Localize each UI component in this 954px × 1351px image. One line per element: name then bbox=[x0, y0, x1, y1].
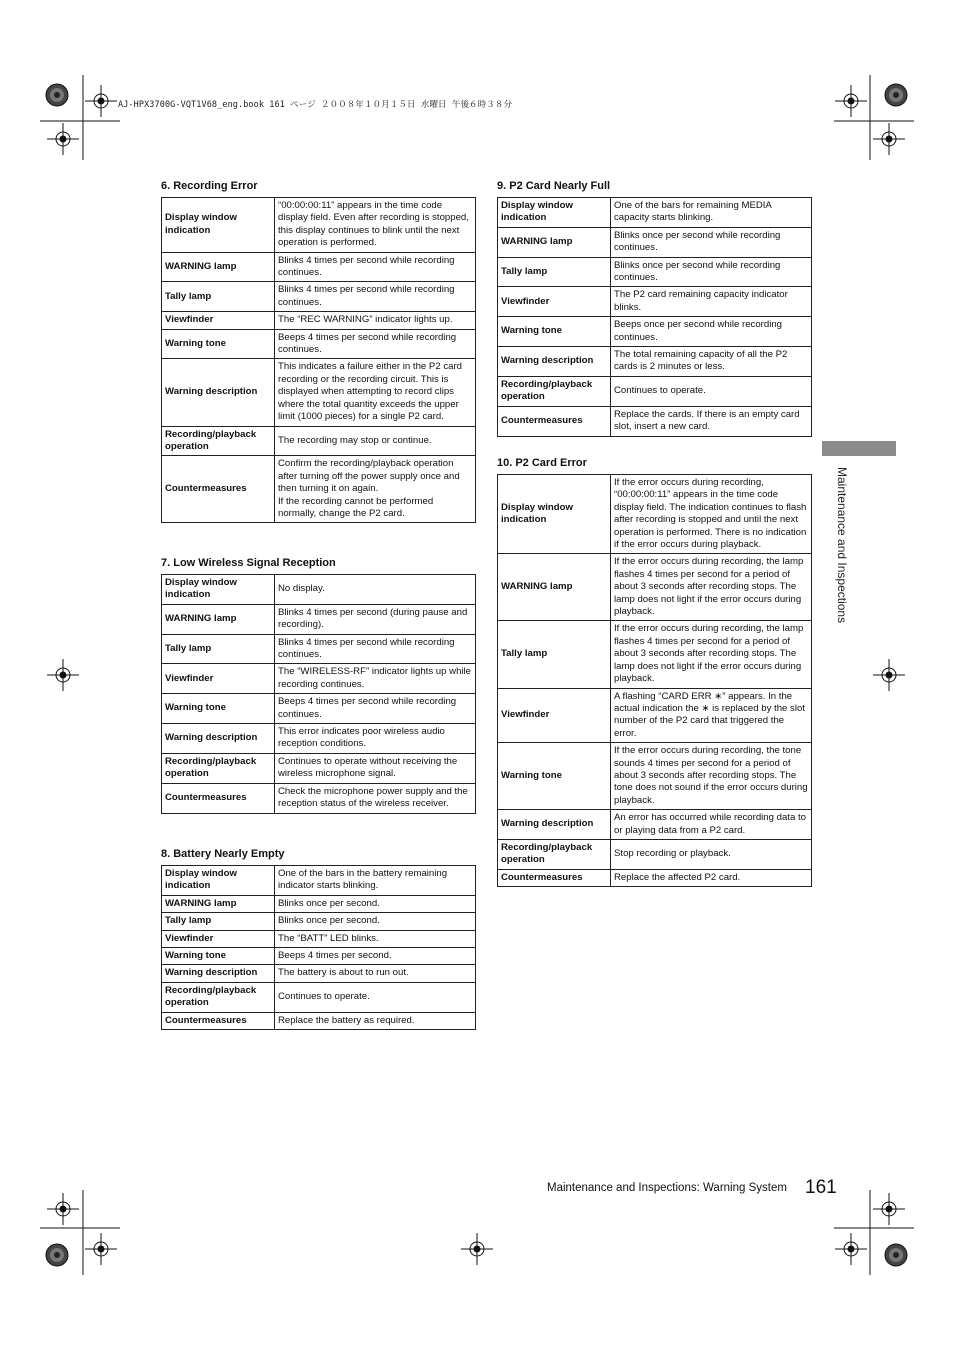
row-value: An error has occurred while recording data to or playing data from a P2 card. bbox=[611, 810, 812, 840]
row-value: Replace the battery as required. bbox=[275, 1012, 476, 1029]
warning-table bbox=[497, 197, 812, 437]
row-label: Warning description bbox=[498, 810, 611, 840]
table-row bbox=[498, 376, 812, 406]
table-row bbox=[498, 554, 812, 621]
row-label: Warning tone bbox=[498, 317, 611, 347]
row-label: Display window indication bbox=[162, 866, 275, 896]
row-value: Beeps once per second while recording continues. bbox=[611, 317, 812, 347]
row-label: Viewfinder bbox=[498, 688, 611, 743]
row-value: This error indicates poor wireless audio reception conditions. bbox=[275, 724, 476, 754]
table-row bbox=[162, 426, 476, 456]
table-row bbox=[498, 347, 812, 377]
row-value: If the error occurs during recording, “00:00:00:11” appears in the time code display field. The indication continues to flash after recording is stopped and until the next operation is performed. There is no indication if the error occurs during playback. bbox=[611, 475, 812, 554]
table-row bbox=[498, 688, 812, 743]
row-value: Blinks once per second. bbox=[275, 913, 476, 930]
row-value: The total remaining capacity of all the P2 cards is 2 minutes or less. bbox=[611, 347, 812, 377]
row-value: Beeps 4 times per second. bbox=[275, 948, 476, 965]
section-title: 8. Battery Nearly Empty bbox=[161, 848, 285, 860]
table-row bbox=[498, 406, 812, 436]
row-label: WARNING lamp bbox=[162, 252, 275, 282]
row-value: Blinks 4 times per second (during pause and recording). bbox=[275, 604, 476, 634]
footer-title: Maintenance and Inspections: Warning System bbox=[547, 1182, 787, 1194]
row-label: Warning tone bbox=[162, 694, 275, 724]
row-value: Blinks once per second. bbox=[275, 895, 476, 912]
table-row bbox=[498, 839, 812, 869]
row-value: Check the microphone power supply and the reception status of the wireless receiver. bbox=[275, 783, 476, 813]
row-label: Countermeasures bbox=[162, 456, 275, 523]
row-label: Display window indication bbox=[498, 475, 611, 554]
table-row bbox=[162, 664, 476, 694]
row-label: Recording/playback operation bbox=[162, 982, 275, 1012]
row-label: Recording/playback operation bbox=[162, 426, 275, 456]
row-value: Continues to operate. bbox=[611, 376, 812, 406]
section-low-wireless bbox=[161, 556, 476, 814]
warning-table bbox=[161, 865, 476, 1030]
table-row bbox=[162, 694, 476, 724]
row-label: Warning description bbox=[162, 965, 275, 982]
row-value: This indicates a failure either in the P2 card recording or the recording circuit. This is displayed when attempting to record clips where the total quantity exceeds the upper limit (1000 pieces) for a single P2 card. bbox=[275, 359, 476, 426]
row-value: If the error occurs during recording, the tone sounds 4 times per second for a period of about 3 seconds after recording stops. The tone does not sound if the error occurs during playback. bbox=[611, 743, 812, 810]
chapter-tab bbox=[822, 441, 896, 456]
table-row bbox=[498, 257, 812, 287]
row-value: Blinks once per second while recording continues. bbox=[611, 227, 812, 257]
row-label: Countermeasures bbox=[498, 406, 611, 436]
row-label: Tally lamp bbox=[162, 634, 275, 664]
chapter-label: Maintenance and Inspections bbox=[835, 467, 849, 624]
row-label: Recording/playback operation bbox=[498, 839, 611, 869]
file-info-header: AJ-HPX3700G-VQT1V68_eng.book 161 ページ ２００８年１０月１５日 水曜日 午後６時３８分 bbox=[118, 100, 513, 110]
section-title: 10. P2 Card Error bbox=[497, 457, 587, 469]
row-label: Viewfinder bbox=[162, 664, 275, 694]
table-row bbox=[162, 982, 476, 1012]
row-value: One of the bars for remaining MEDIA capacity starts blinking. bbox=[611, 198, 812, 228]
warning-table bbox=[161, 197, 476, 523]
table-row bbox=[162, 329, 476, 359]
row-label: WARNING lamp bbox=[498, 227, 611, 257]
row-value: Blinks 4 times per second while recording continues. bbox=[275, 282, 476, 312]
table-row bbox=[498, 810, 812, 840]
table-row bbox=[162, 913, 476, 930]
section-p2-card-error bbox=[497, 456, 812, 887]
row-value: Replace the cards. If there is an empty card slot, insert a new card. bbox=[611, 406, 812, 436]
section-p2-nearly-full bbox=[497, 179, 812, 437]
row-label: Warning description bbox=[162, 724, 275, 754]
row-label: Warning description bbox=[162, 359, 275, 426]
row-value: The recording may stop or continue. bbox=[275, 426, 476, 456]
row-label: Recording/playback operation bbox=[498, 376, 611, 406]
section-title: 6. Recording Error bbox=[161, 180, 258, 192]
row-label: Warning description bbox=[498, 347, 611, 377]
section-title: 9. P2 Card Nearly Full bbox=[497, 180, 611, 192]
row-value: If the error occurs during recording, the lamp flashes 4 times per second for a period of about 3 seconds after recording stops. The lamp does not light if the error occurs during playback. bbox=[611, 621, 812, 688]
section-title: 7. Low Wireless Signal Reception bbox=[161, 557, 336, 569]
row-label: WARNING lamp bbox=[162, 895, 275, 912]
row-value: The P2 card remaining capacity indicator blinks. bbox=[611, 287, 812, 317]
warning-table bbox=[497, 474, 812, 887]
table-row bbox=[162, 198, 476, 253]
row-label: Display window indication bbox=[498, 198, 611, 228]
page-number: 161 bbox=[805, 1177, 837, 1198]
row-label: Display window indication bbox=[162, 575, 275, 605]
row-value: A flashing “CARD ERR ∗” appears. In the actual indication the ∗ is replaced by the slot number of the P2 card that triggered the error. bbox=[611, 688, 812, 743]
row-label: Countermeasures bbox=[162, 783, 275, 813]
row-value: If the error occurs during recording, the lamp flashes 4 times per second for a period of about 3 seconds after recording stops. The lamp does not light if the error occurs during playback. bbox=[611, 554, 812, 621]
row-label: Viewfinder bbox=[498, 287, 611, 317]
table-row bbox=[162, 634, 476, 664]
section-battery-empty bbox=[161, 847, 476, 1030]
row-label: Warning tone bbox=[162, 948, 275, 965]
table-row bbox=[498, 227, 812, 257]
table-row bbox=[162, 753, 476, 783]
row-label: Tally lamp bbox=[162, 913, 275, 930]
table-row bbox=[162, 930, 476, 947]
row-value: One of the bars in the battery remaining indicator starts blinking. bbox=[275, 866, 476, 896]
row-value: Replace the affected P2 card. bbox=[611, 869, 812, 886]
table-row bbox=[162, 282, 476, 312]
table-row bbox=[162, 359, 476, 426]
row-value: Continues to operate. bbox=[275, 982, 476, 1012]
row-value: Stop recording or playback. bbox=[611, 839, 812, 869]
table-row bbox=[162, 724, 476, 754]
row-value: Confirm the recording/playback operation after turning off the power supply once and then turning it on again. If the recording cannot be performed normally, change the P2 card. bbox=[275, 456, 476, 523]
table-row bbox=[162, 783, 476, 813]
row-value: The “REC WARNING” indicator lights up. bbox=[275, 312, 476, 329]
table-row bbox=[498, 869, 812, 886]
row-label: Viewfinder bbox=[162, 930, 275, 947]
row-value: Beeps 4 times per second while recording continues. bbox=[275, 694, 476, 724]
table-row bbox=[162, 604, 476, 634]
row-label: Recording/playback operation bbox=[162, 753, 275, 783]
table-row bbox=[498, 198, 812, 228]
table-row bbox=[498, 317, 812, 347]
row-value: Blinks 4 times per second while recording continues. bbox=[275, 634, 476, 664]
table-row bbox=[498, 621, 812, 688]
row-value: The “WIRELESS-RF” indicator lights up while recording continues. bbox=[275, 664, 476, 694]
row-value: No display. bbox=[275, 575, 476, 605]
row-label: Viewfinder bbox=[162, 312, 275, 329]
row-value: Blinks 4 times per second while recording continues. bbox=[275, 252, 476, 282]
table-row bbox=[162, 866, 476, 896]
row-label: Countermeasures bbox=[162, 1012, 275, 1029]
row-label: Tally lamp bbox=[162, 282, 275, 312]
row-label: Warning tone bbox=[162, 329, 275, 359]
row-label: Tally lamp bbox=[498, 257, 611, 287]
row-label: WARNING lamp bbox=[498, 554, 611, 621]
row-value: Continues to operate without receiving the wireless microphone signal. bbox=[275, 753, 476, 783]
table-row bbox=[162, 456, 476, 523]
row-label: Countermeasures bbox=[498, 869, 611, 886]
row-value: The “BATT” LED blinks. bbox=[275, 930, 476, 947]
row-value: Blinks once per second while recording continues. bbox=[611, 257, 812, 287]
row-value: “00:00:00:11” appears in the time code display field. Even after recording is stopped, this display continues to blink until the next operation is performed. bbox=[275, 198, 476, 253]
section-recording-error bbox=[161, 179, 476, 523]
table-row bbox=[162, 575, 476, 605]
row-label: WARNING lamp bbox=[162, 604, 275, 634]
table-row bbox=[162, 1012, 476, 1029]
row-label: Tally lamp bbox=[498, 621, 611, 688]
table-row bbox=[162, 965, 476, 982]
row-value: Beeps 4 times per second while recording continues. bbox=[275, 329, 476, 359]
table-row bbox=[162, 948, 476, 965]
table-row bbox=[498, 287, 812, 317]
row-label: Warning tone bbox=[498, 743, 611, 810]
table-row bbox=[498, 475, 812, 554]
row-label: Display window indication bbox=[162, 198, 275, 253]
warning-table bbox=[161, 574, 476, 814]
table-row bbox=[162, 895, 476, 912]
table-row bbox=[162, 252, 476, 282]
row-value: The battery is about to run out. bbox=[275, 965, 476, 982]
table-row bbox=[162, 312, 476, 329]
table-row bbox=[498, 743, 812, 810]
